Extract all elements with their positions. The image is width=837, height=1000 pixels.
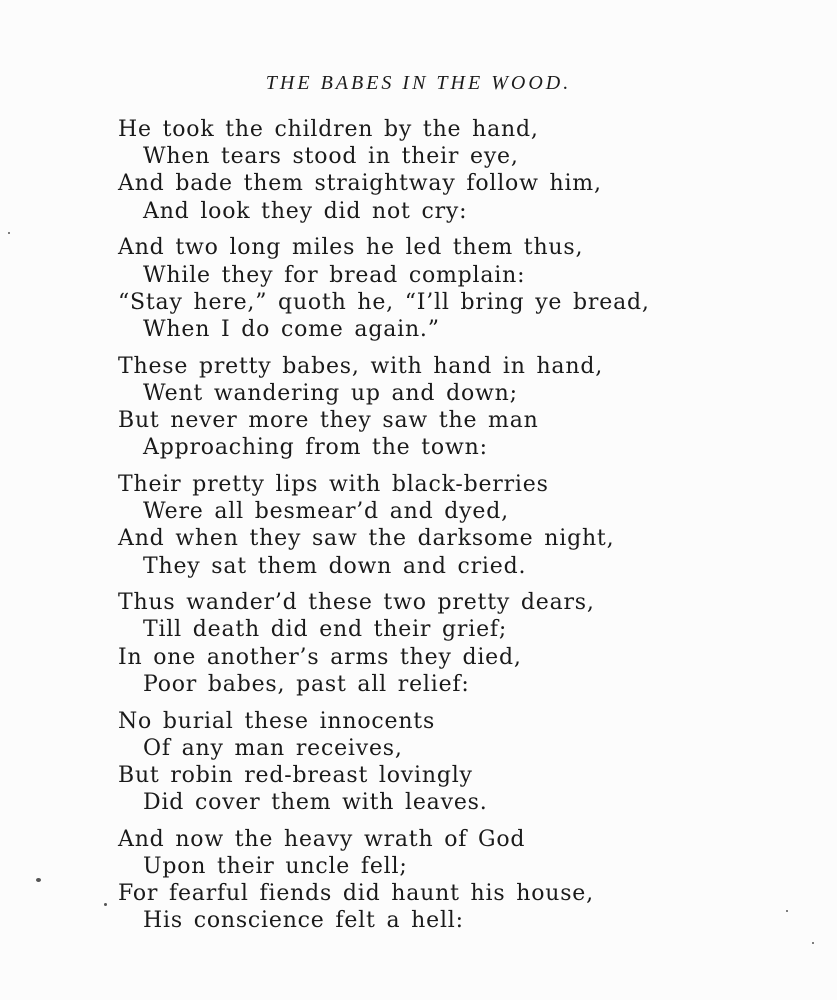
poem-line: Thus wander’d these two pretty dears, xyxy=(118,590,595,616)
scan-speck xyxy=(812,942,814,944)
stanza-3 xyxy=(118,353,758,462)
poem-line: Poor babes, past all relief: xyxy=(143,671,470,697)
poem-line: He took the children by the hand, xyxy=(118,117,539,142)
poem-body xyxy=(118,116,758,944)
poem-line: But never more they saw the man xyxy=(118,408,539,434)
poem-line: Of any man receives, xyxy=(143,735,403,761)
poem-line: Upon their uncle fell; xyxy=(143,854,408,880)
poem-line: Went wandering up and down; xyxy=(143,380,518,406)
stanza-7 xyxy=(118,826,758,935)
stanza-6 xyxy=(118,708,758,817)
scan-speck xyxy=(8,232,10,234)
poem-line: When I do come again.” xyxy=(143,316,440,342)
poem-line: For fearful fiends did haunt his house, xyxy=(118,881,594,907)
poem-line: When tears stood in their eye, xyxy=(143,144,519,170)
poem-line: And when they saw the darksome night, xyxy=(118,526,615,552)
poem-line: And bade them straightway follow him, xyxy=(118,171,602,197)
poem-line: His conscience felt a hell: xyxy=(143,908,464,934)
poem-line: And now the heavy wrath of God xyxy=(118,826,526,852)
stanza-1 xyxy=(118,116,758,225)
poem-line: “Stay here,” quoth he, “I’ll bring ye bread, xyxy=(118,289,650,315)
page-title: THE BABES IN THE WOOD. xyxy=(265,72,572,94)
poem-line: Did cover them with leaves. xyxy=(143,790,488,816)
poem-line: And look they did not cry: xyxy=(143,198,468,224)
poem-line: Were all besmear’d and dyed, xyxy=(143,499,509,525)
scan-speck xyxy=(104,903,107,906)
stanza-2 xyxy=(118,234,758,343)
poem-line: But robin red-breast lovingly xyxy=(118,762,473,788)
poem-line: Till death did end their grief; xyxy=(143,617,508,643)
poem-line: These pretty babes, with hand in hand, xyxy=(118,353,603,379)
poem-line: They sat them down and cried. xyxy=(143,553,527,579)
poem-line: And two long miles he led them thus, xyxy=(118,235,584,261)
scan-speck xyxy=(786,910,788,912)
scan-speck xyxy=(36,878,41,882)
stanza-5 xyxy=(118,589,758,698)
poem-line: Approaching from the town: xyxy=(143,435,488,461)
poem-line: Their pretty lips with black-berries xyxy=(118,471,549,497)
poem-line: No burial these innocents xyxy=(118,708,436,734)
poem-line: While they for bread complain: xyxy=(143,262,526,288)
stanza-4 xyxy=(118,471,758,580)
poem-line: In one another’s arms they died, xyxy=(118,644,522,670)
